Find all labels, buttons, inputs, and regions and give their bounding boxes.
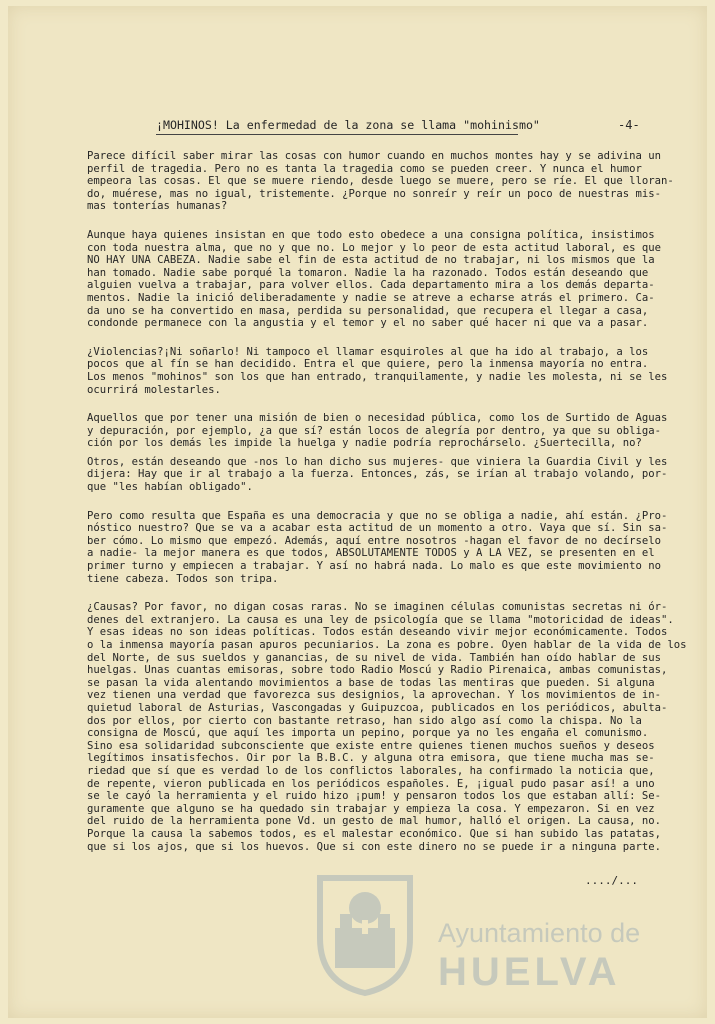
text-line: NO HAY UNA CABEZA. Nadie sabe el fin de esta actitud de no trabajar, ni los mismos que la [87, 254, 655, 267]
text-line: han tomado. Nadie sabe porqué la tomaron. Nadie la ha razonado. Todos están deseando que [87, 266, 649, 279]
watermark-line1: Ayuntamiento de [438, 918, 641, 948]
text-line: se pasan la vida alentando movimientos a base de todas las mentiras que pueden. Si alguna [87, 676, 655, 689]
text-line: denes del extranjero. La causa es una ley de psicología que se llama "motoricidad de ideas". [87, 613, 674, 626]
continued-mark: ..../... [585, 874, 638, 887]
text-line: consigna de Moscú, que aquí les importa un pepino, porque ya no les engaña el comunismo. [87, 727, 649, 740]
paragraph [87, 229, 687, 330]
text-line: guramente que alguno se ha quedado sin trabajar y empieza la cosa. Y empezaron. Si en vez [87, 802, 655, 815]
text-line: Los menos "mohinos" son los que han entrado, tranquilamente, y nadie les molesta, ni se les [87, 370, 668, 383]
document-header [156, 118, 656, 140]
huelva-seal-icon [300, 868, 430, 998]
text-line: o la inmensa mayoría pasan apuros pecuniarios. La zona es pobre. Oyen hablar de la vida de los [87, 639, 687, 651]
text-line: ber cómo. Lo mismo que empezó. Además, aquí entre nosotros -hagan el favor de no decírselo [87, 534, 662, 547]
huelva-watermark [300, 868, 690, 998]
text-line: ¿Causas? Por favor, no digan cosas raras. No se imaginen células comunistas secretas ni ór- [87, 601, 668, 614]
text-line: quietud laboral de Asturias, Vascongadas y Guipuzcoa, publicados en los periódicos, abulta- [87, 701, 668, 714]
text-line: Parece difícil saber mirar las cosas con humor cuando en muchos montes hay y se adivina un [87, 150, 662, 162]
text-line: Pero como resulta que España es una democracia y que no se obliga a nadie, ahí están. ¿Pro- [87, 509, 668, 522]
paragraph [87, 601, 687, 853]
text-line: Y esas ideas no son ideas políticas. Todos están deseando vivir mejor económicamente. Todos [87, 626, 668, 639]
title-underline [156, 134, 518, 135]
text-line: Otros, están deseando que -nos lo han dicho sus mujeres- que viniera la Guardia Civil y les [87, 455, 668, 468]
text-line: con toda nuestra alma, que no y que no. Lo mejor y lo peor de esta actitud laboral, es que [87, 241, 662, 254]
text-line: do, muérese, mas no igual, tristemente. ¿Porque no sonreír y reír un poco de nuestras mis- [87, 187, 662, 200]
paragraph [87, 510, 687, 586]
text-line: perfil de tragedia. Pero no es tanta la tragedia como se pueden creer. Y nunca el humor [87, 162, 642, 175]
paragraph [87, 150, 687, 213]
page-number: -4- [618, 118, 640, 132]
text-line: legítimos insatisfechos. Oir por la B.B.C. y alguna otra emisora, que tiene mucha mas se- [87, 752, 655, 765]
text-line: Aquellos que por tener una misión de bien o necesidad pública, como los de Surtido de Aguas [87, 412, 668, 425]
document-title: ¡MOHINOS! La enfermedad de la zona se llama "mohinismo" [156, 118, 540, 132]
text-line: ción por los demás les impide la huelga y nadie podría reprochárselo. ¿Suertecilla, no? [87, 437, 642, 450]
text-line: nóstico nuestro? Que se va a acabar esta actitud de un momento a otro. Vaya que sí. Sin sa- [87, 522, 668, 535]
document-body [87, 150, 687, 869]
text-line: del ruido de la herramienta pone Vd. un gesto de mal humor, halló el origen. La causa, no. [87, 815, 662, 828]
text-line: que si los ajos, que si los huevos. Que si con este dinero no se puede ir a ninguna parte. [87, 840, 662, 853]
text-line: de repente, vieron publicada en los periódicos españoles. E, ¡igual pudo pasar así! a uno [87, 777, 655, 790]
text-line: pocos que al fín se han decidido. Entra el que quiere, pero la inmensa mayoría no entra. [87, 358, 649, 371]
text-line: huelgas. Unas cuantas emisoras, sobre todo Radio Moscú y Radio Pirenaica, ambas comunistas, [87, 664, 668, 677]
text-line: se le cayó la herramienta y el ruido hizo ¡pum! y pensaron todos los que estaban allí: Se- [87, 790, 662, 803]
text-line: empeora las cosas. El que se muere riendo, desde luego se muere, pero se ríe. El que lloran- [87, 175, 674, 188]
text-line: y depuración, por ejemplo, ¿a que sí? están locos de alegría por dentro, ya que su obliga- [87, 424, 662, 437]
text-line: del Norte, de sus sueldos y ganancias, de su nivel de vida. También han oído hablar de sus [87, 651, 662, 664]
paragraph [87, 412, 687, 450]
text-line: da uno se ha convertido en masa, perdida su personalidad, que recupera el llegar a casa, [87, 304, 649, 317]
text-line: mas tonterías humanas? [87, 200, 228, 213]
text-line: primer turno y empiecen a trabajar. Y así no habrá nada. Lo malo es que este movimiento no [87, 560, 662, 573]
text-line: dijera: Hay que ir al trabajo a la fuerza. Entonces, zás, se irían al trabajo volando, por- [87, 468, 668, 481]
text-line: riedad que sí que es verdad lo de los conflictos laborales, ha confirmado la noticia que, [87, 764, 655, 777]
text-line: ¿Violencias?¡Ni soñarlo! Ni tampoco el llamar esquiroles al que ha ido al trabajo, a los [87, 345, 649, 358]
text-line: tiene cabeza. Todos son tripa. [87, 572, 279, 585]
text-line: Aunque haya quienes insistan en que todo esto obedece a una consigna política, insistimos [87, 228, 655, 241]
text-line: Porque la causa la sabemos todos, es el malestar económico. Que si han subido las patatas, [87, 827, 662, 840]
text-line: que "les habían obligado". [87, 481, 253, 494]
text-line: vez tienen una verdad que favorezca sus designios, la aprovechan. Y los movimientos de in- [87, 689, 662, 702]
paragraph [87, 456, 687, 494]
text-line: alguien vuelva a trabajar, para volver ellos. Cada departamento mira a los demás departa- [87, 279, 655, 292]
paragraph [87, 346, 687, 396]
text-line: mentos. Nadie la inició deliberadamente y nadie se atreve a echarse atrás el primero. Ca- [87, 291, 655, 304]
text-line: condonde permanece con la angustia y el temor y el no saber qué hacer ni que va a pasar. [87, 317, 649, 330]
text-line: ocurrirá molestarles. [87, 383, 221, 396]
text-line: Sino esa solidaridad subconsciente que existe entre quienes tienen muchos sueños y deseos [87, 739, 655, 752]
text-line: a nadie- la mejor manera es que todos, ABSOLUTAMENTE TODOS y A LA VEZ, se presenten en el [87, 547, 655, 560]
text-line: dos por ellos, por cierto con bastante retraso, han sido algo así como la chispa. No la [87, 714, 642, 727]
watermark-line2: HUELVA [438, 950, 621, 994]
